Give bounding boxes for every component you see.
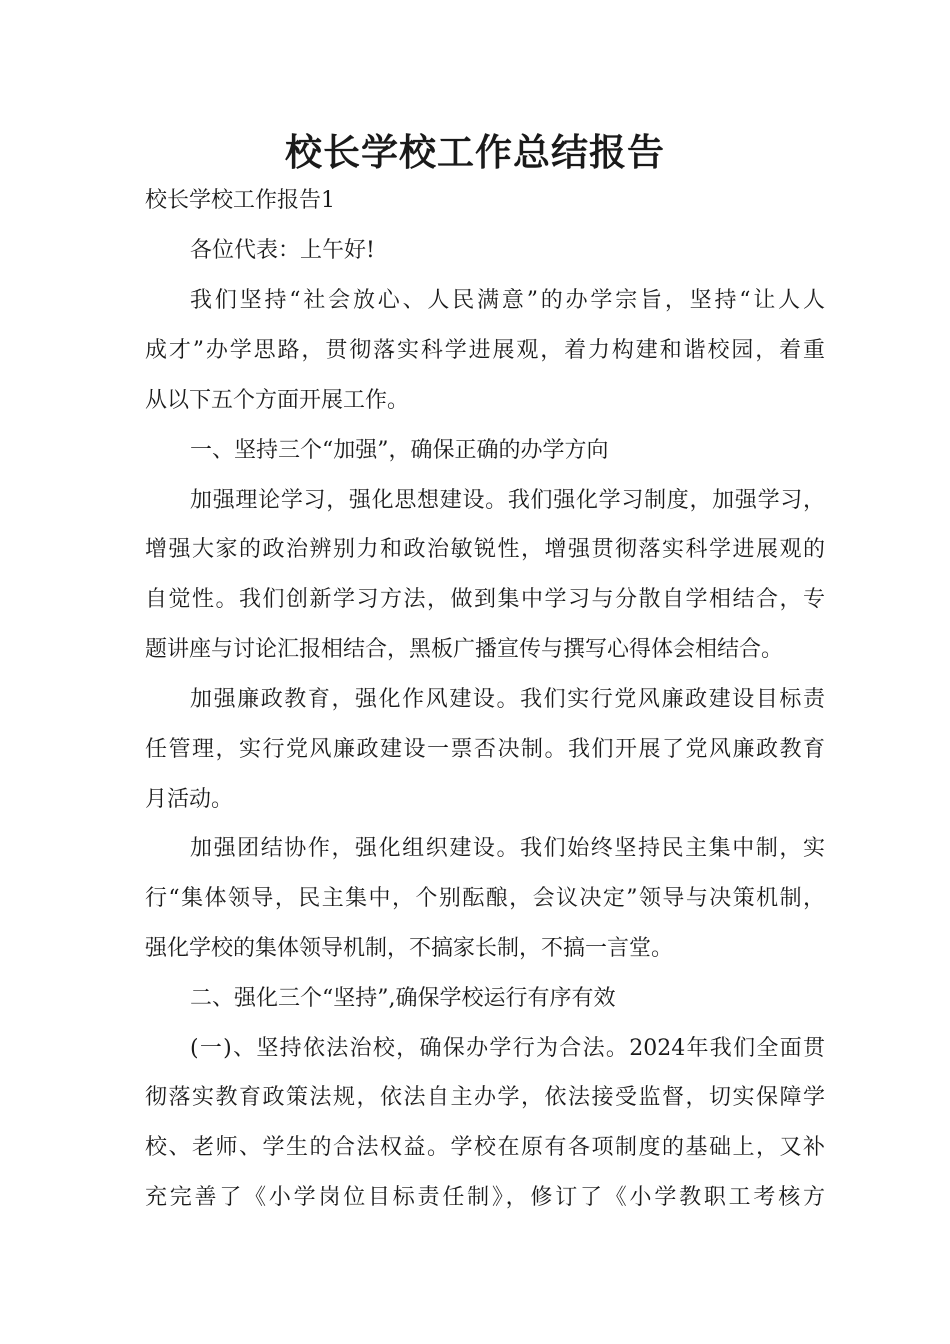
paragraph-line: (一)、坚持依法治校，确保办学行为合法。2024年我们全面贯 bbox=[190, 1036, 825, 1061]
paragraph-line: 行“集体领导，民主集中，个别酝酿，会议决定”领导与决策机制， bbox=[145, 886, 825, 911]
paragraph-line: 强化学校的集体领导机制，不搞家长制，不搞一言堂。 bbox=[145, 936, 674, 961]
paragraph-line: 校、老师、学生的合法权益。学校在原有各项制度的基础上，又补 bbox=[145, 1135, 825, 1160]
paragraph-line: 加强廉政教育，强化作风建设。我们实行党风廉政建设目标责 bbox=[190, 687, 825, 712]
paragraph-line: 彻落实教育政策法规，依法自主办学，依法接受监督，切实保障学 bbox=[145, 1085, 825, 1110]
paragraph-line: 加强理论学习，强化思想建设。我们强化学习制度，加强学习， bbox=[190, 488, 825, 513]
paragraph-line: 月活动。 bbox=[145, 787, 234, 812]
paragraph-line: 成才”办学思路，贯彻落实科学进展观，着力构建和谐校园，着重 bbox=[145, 338, 825, 363]
paragraph-line: 充完善了《小学岗位目标责任制》，修订了《小学教职工考核方 bbox=[145, 1185, 825, 1210]
paragraph-line: 任管理，实行党风廉政建设一票否决制。我们开展了党风廉政教育 bbox=[145, 737, 825, 762]
paragraph-line: 自觉性。我们创新学习方法，做到集中学习与分散自学相结合，专 bbox=[145, 587, 825, 612]
document-title: 校长学校工作总结报告 bbox=[285, 131, 665, 174]
paragraph-line: 从以下五个方面开展工作。 bbox=[145, 388, 410, 413]
paragraph-line: 加强团结协作，强化组织建设。我们始终坚持民主集中制，实 bbox=[190, 836, 825, 861]
paragraph-line: 我们坚持“社会放心、人民满意”的办学宗旨，坚持“让人人 bbox=[190, 288, 825, 313]
section-heading: 二、强化三个“坚持”,确保学校运行有序有效 bbox=[190, 986, 616, 1011]
paragraph-line: 题讲座与讨论汇报相结合，黑板广播宣传与撰写心得体会相结合。 bbox=[145, 637, 784, 662]
report-subtitle: 校长学校工作报告1 bbox=[145, 188, 335, 213]
greeting-line: 各位代表：上午好! bbox=[190, 238, 375, 263]
section-heading: 一、坚持三个“加强”，确保正确的办学方向 bbox=[190, 438, 609, 463]
paragraph-line: 增强大家的政治辨别力和政治敏锐性，增强贯彻落实科学进展观的 bbox=[145, 537, 825, 562]
